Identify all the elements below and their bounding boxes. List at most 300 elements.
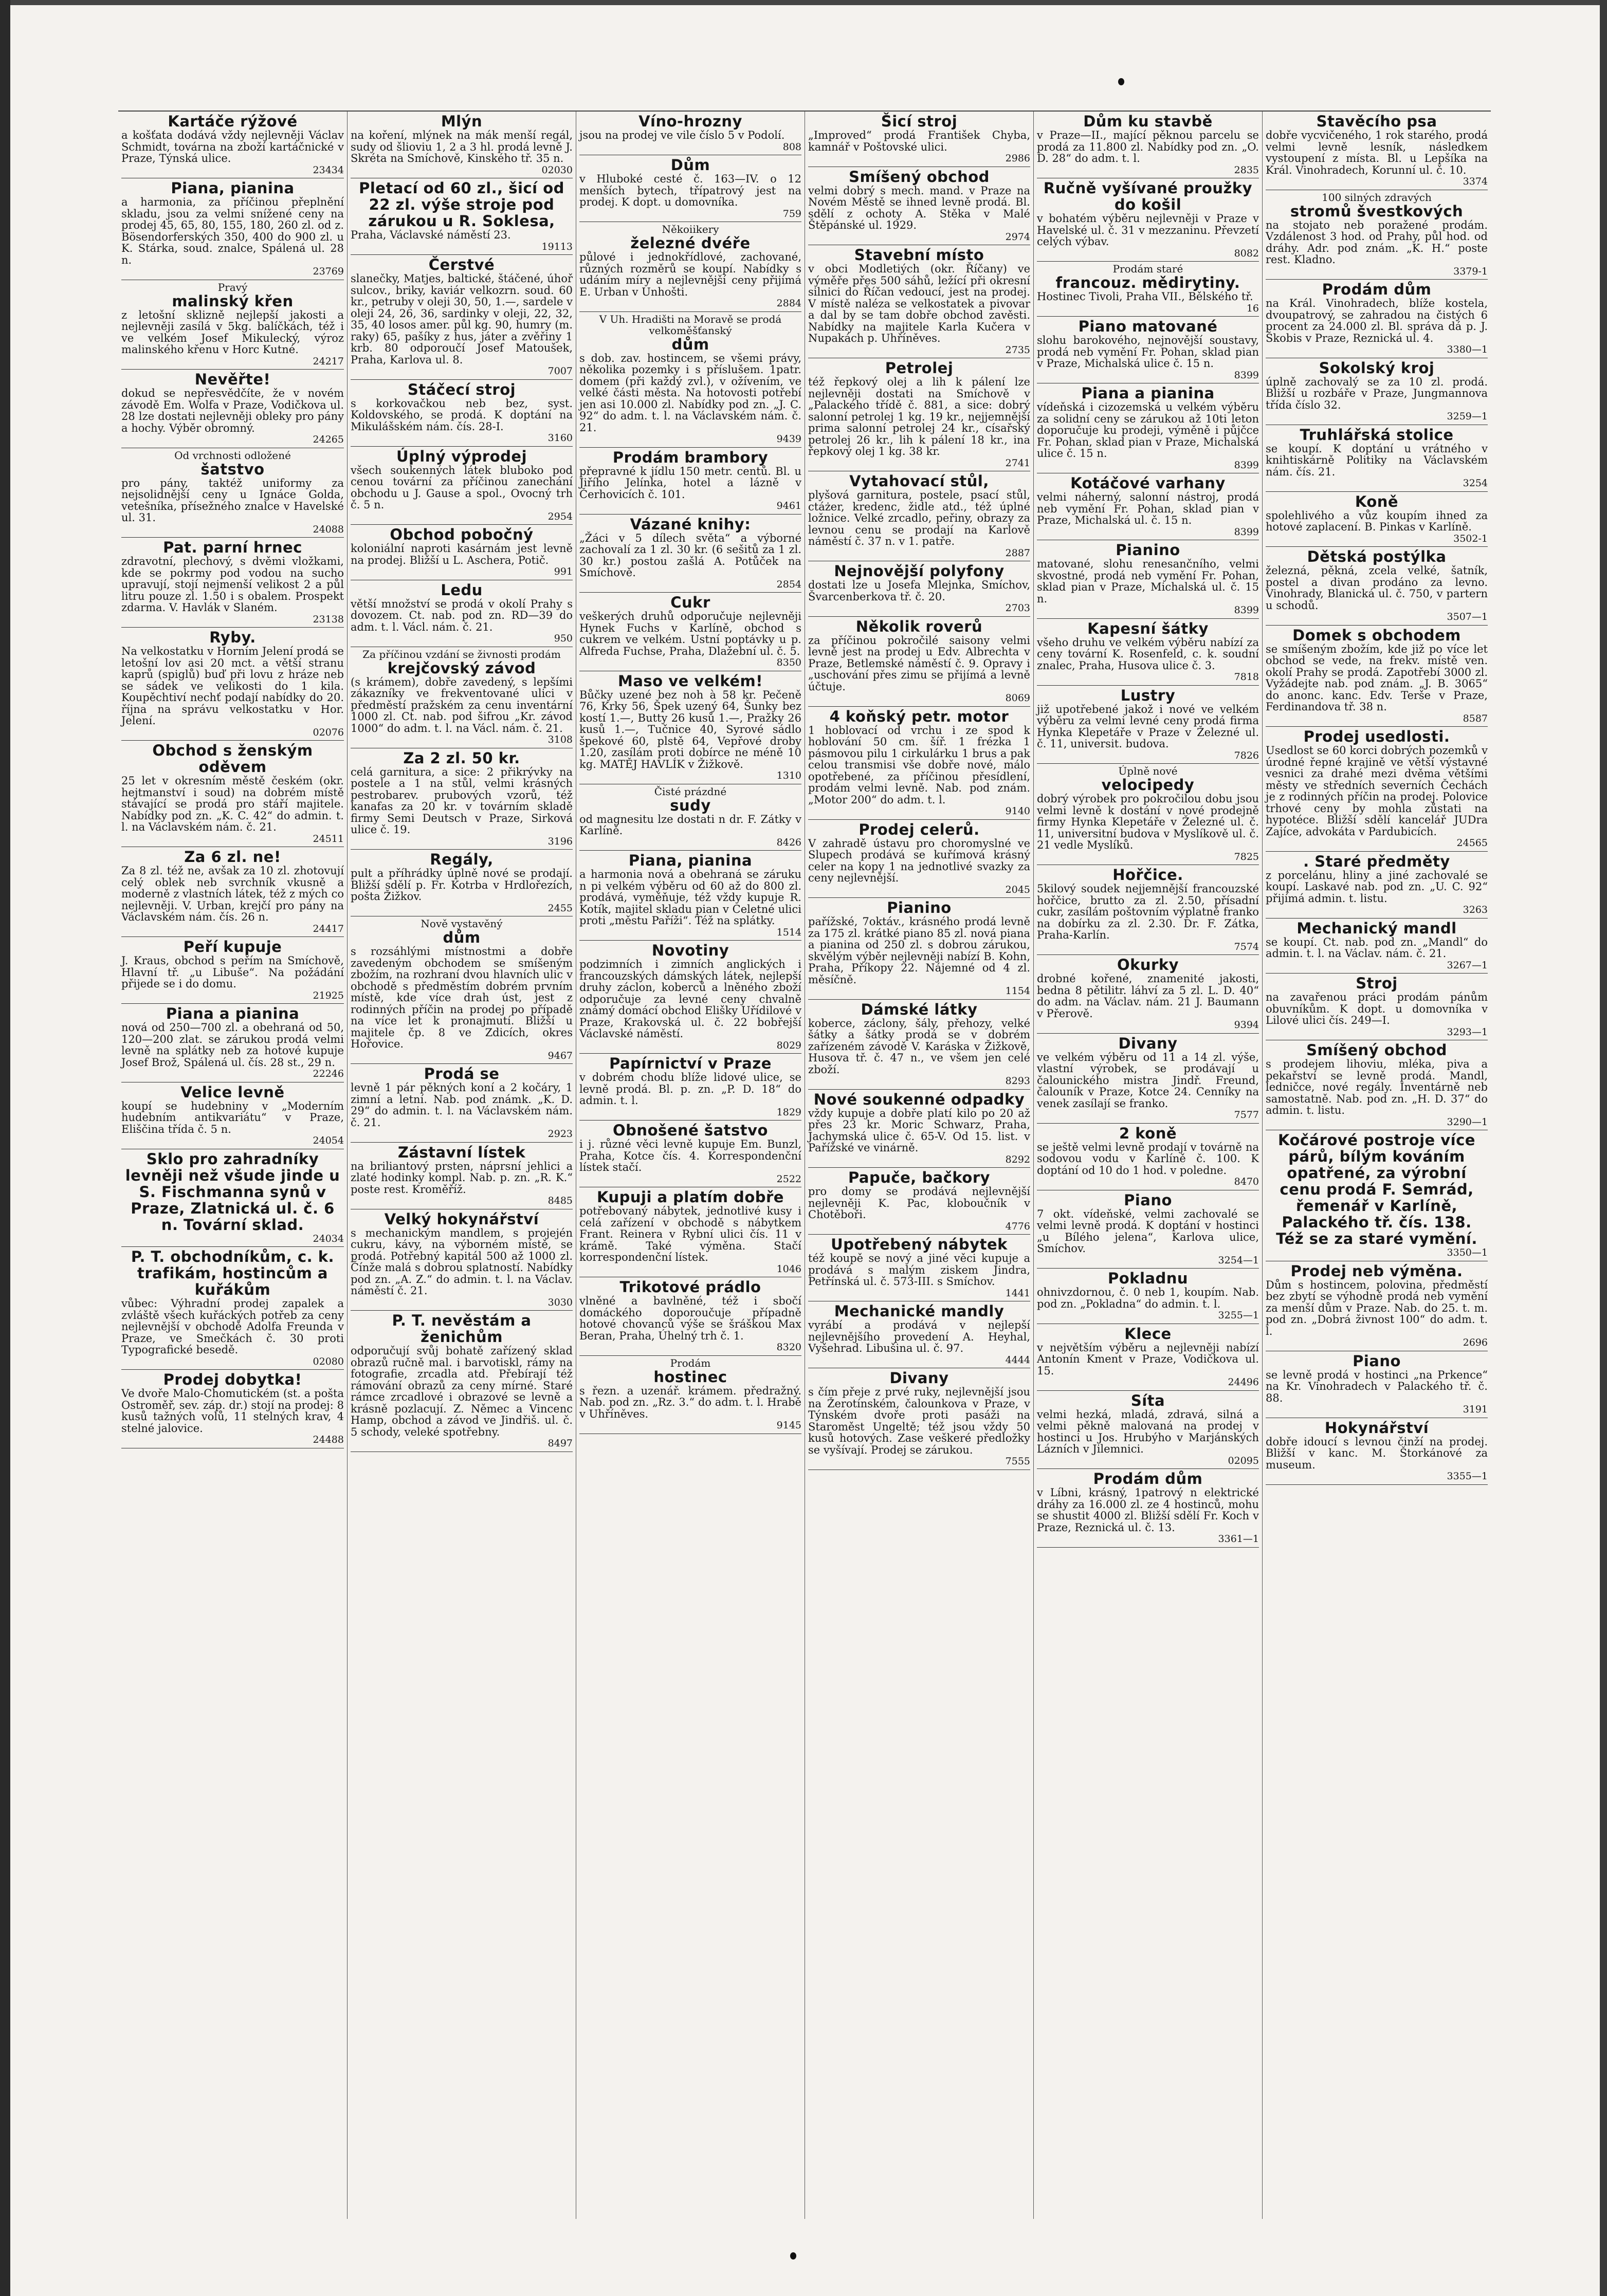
classified-ad bbox=[1266, 280, 1488, 358]
ad-headline: Kočárové postroje více párů, bílým kováním opatřené, za výrobní cenu prodá F. Semrád, řemenář v Karlíně, Palackého tř. čís. 138. Též se za staré vymění. bbox=[1276, 1131, 1477, 1247]
classified-ad bbox=[1266, 425, 1488, 492]
ad-headline: Síta bbox=[1130, 1391, 1165, 1409]
ad-headline: sudy bbox=[670, 796, 711, 814]
classified-ad bbox=[1037, 1469, 1259, 1548]
ad-headline: Piana a pianina bbox=[166, 1005, 300, 1022]
ad-reference-number: 4444 bbox=[1005, 1354, 1030, 1366]
ad-headline: Kupuji a platím dobře bbox=[597, 1188, 784, 1206]
ad-body: se levně prodá v hostinci „na Prkence“ na Kr. Vinohradech v Palackého tř. č. 88. bbox=[1266, 1368, 1488, 1404]
classified-ad bbox=[579, 112, 801, 155]
classified-ad bbox=[1266, 1418, 1488, 1485]
classified-ad bbox=[1266, 1261, 1488, 1351]
ad-body: jsou na prodej ve vile číslo 5 v Podolí. bbox=[579, 129, 785, 141]
ad-body: dobrý výrobek pro pokročilou dobu jsou velmi levně k dostání v nové prodejně firmy Hynka Klepetáře v Železné ul. č. 11, universitní budova v Myslíkově ul. č. 21 vedle Myslíků. bbox=[1037, 793, 1259, 851]
ad-body: Za 8 zl. též ne, avšak za 10 zl. zhotovují celý oblek neb svrchník vkusně a moderně z vlastních látek, též z mých co nejlevněji. V. Urban, krejčí pro pány na Václavském nám. čís. 26 n. bbox=[121, 865, 344, 923]
classified-ad bbox=[121, 1370, 344, 1448]
ad-headline: krejčovský závod bbox=[387, 659, 536, 677]
ad-reference-number: 9394 bbox=[1234, 1019, 1259, 1031]
ad-reference-number: 9461 bbox=[776, 500, 801, 511]
classified-ad bbox=[579, 515, 801, 593]
ad-body: dobře vycvičeného, 1 rok starého, prodá velmi levně lesník, následkem vystoupení z místa. Bl. u Lepšíka na Král. Vinohradech, Korunní ul. č. 10. bbox=[1266, 129, 1488, 176]
classified-ad bbox=[121, 847, 344, 937]
ad-reference-number: 2455 bbox=[547, 902, 573, 914]
ad-reference-number: 02080 bbox=[313, 1355, 344, 1367]
ad-headline: Obnošené šatstvo bbox=[613, 1122, 768, 1139]
ad-reference-number: 8320 bbox=[776, 1342, 801, 1353]
ad-headline: Stavěcího psa bbox=[1316, 113, 1437, 130]
ad-headline: velocipedy bbox=[1101, 776, 1195, 794]
ad-body: ve velkém výběru od 11 a 14 zl. výše, vlastní výrobek, se prodávají u čalounického mistra Jindř. Freund, čalouník v Praze, Kotce 24. Cenníky na venek zasílají se franko. bbox=[1037, 1051, 1259, 1110]
ad-headline: Regály, bbox=[430, 851, 494, 868]
ad-body: koloniální naproti kasárnám jest levně na prodej. Bližší u L. Aschera, Potič. bbox=[351, 542, 573, 566]
ad-reference-number: 2884 bbox=[776, 298, 801, 309]
classified-ad bbox=[1266, 1130, 1488, 1261]
ad-headline: Upotřebený nábytek bbox=[831, 1236, 1008, 1253]
classified-ad bbox=[1037, 178, 1259, 262]
classified-ad bbox=[579, 448, 801, 515]
ink-speck bbox=[790, 2252, 796, 2260]
classified-ad bbox=[1266, 973, 1488, 1040]
classified-ad bbox=[808, 358, 1030, 471]
classified-ad bbox=[808, 1168, 1030, 1235]
ad-body: velmi náherný, salonní nástroj, prodá neb vymění Fr. Pohan, sklad pian v Praze, Michalská ul. č. 15 n. bbox=[1037, 491, 1259, 526]
ad-body: veškerých druhů odporučuje nejlevněji Hynek Fuchs v Karlíně, obchod s cukrem ve velkém. Ustní poptávky u p. Alfreda Fuchse, Praha, Dlažební ul. č. 5. bbox=[579, 610, 801, 657]
ad-headline: Za 6 zl. ne! bbox=[184, 848, 281, 866]
ad-body: dobře idoucí s levnou činží na prodej. Bližší v kanc. M. Štorkánové za museum. bbox=[1266, 1435, 1488, 1471]
ad-reference-number: 8426 bbox=[776, 836, 801, 848]
ad-body: pařížské, 7oktáv., krásného prodá levně za 175 zl. krátké piano 85 zl. nová piana a pianina od 250 zl. s dobrou zárukou, skvělým výběr nejlevněji nabízí B. Kohn, Praha, Příkopy 22. Nájemné od 4 zl. měsíčně. bbox=[808, 915, 1030, 986]
ad-body: nová od 250—700 zl. a obehraná od 50, 120—200 zlat. se zárukou prodá velmi levně na splátky neb za hotové kupuje Josef Brož, Spálená ul. čís. 28 st., 29 n. bbox=[121, 1021, 344, 1069]
ad-headline: Trikotové prádlo bbox=[619, 1278, 761, 1296]
ad-headline: Prodej neb výměna. bbox=[1290, 1262, 1463, 1280]
ad-headline: Stáčecí stroj bbox=[407, 380, 516, 398]
ad-headline: Nejnovější polyfony bbox=[834, 562, 1005, 580]
ad-body: a košťata dodává vždy nejlevněji Václav Schmidt, továrna na zboží kartáčnické v Praze, Týnská ulice. bbox=[121, 129, 344, 164]
ad-headline: Piana a pianina bbox=[1081, 384, 1215, 402]
ad-reference-number: 8587 bbox=[1463, 712, 1488, 724]
ad-reference-number: 4776 bbox=[1005, 1220, 1030, 1232]
ad-pretitle: 100 silných zdravých bbox=[1322, 191, 1432, 204]
classified-ad bbox=[579, 851, 801, 941]
ad-pretitle: Za příčinou vzdání se živnosti prodám bbox=[362, 648, 561, 660]
classified-ad bbox=[121, 178, 344, 280]
ad-headline: Novotiny bbox=[651, 942, 729, 959]
ad-headline: Piano bbox=[1124, 1191, 1172, 1209]
classified-ad bbox=[1037, 1391, 1259, 1470]
ad-reference-number: 16 bbox=[1246, 302, 1259, 314]
classified-ad bbox=[808, 1235, 1030, 1301]
classified-ad bbox=[121, 1004, 344, 1082]
classified-ad bbox=[579, 941, 801, 1054]
classified-ad bbox=[121, 112, 344, 178]
ad-reference-number: 24417 bbox=[313, 923, 344, 934]
ad-headline: Papírnictví v Praze bbox=[609, 1055, 772, 1072]
ad-reference-number: 1310 bbox=[776, 770, 801, 781]
ad-headline: Za 2 zl. 50 kr. bbox=[403, 749, 520, 767]
ad-body: v bohatém výběru nejlevněji v Praze v Havelské ul. č. 31 v mezzaninu. Převzetí celých výbav. bbox=[1037, 212, 1259, 248]
ad-headline: 4 koňský petr. motor bbox=[829, 707, 1009, 725]
ad-pretitle: Nově vystavěný bbox=[421, 917, 503, 930]
ad-body: s rozsáhlými místnostmi a dobře zavedeným obchodem se smíšeným zbožím, na rozhraní dvou hlavních ulic v obchodě s předměstím dobrém prvním místě, kde více drah úst, jest z rodinných příčin na prodej po případě na více let k pronajmutí. Bližší u majitele čp. 8 ve Zdicích, okres Hořovice. bbox=[351, 945, 573, 1050]
ad-body: drobné kořené, znamenité jakosti, bedna 8 pětilitr. láhví za 5 zl. L. D. 40“ do adm. na Václav. nám. 21 J. Baumann v Přerově. bbox=[1037, 972, 1259, 1020]
classified-ad bbox=[1266, 112, 1488, 190]
ad-headline: Smíšený obchod bbox=[1306, 1041, 1447, 1059]
ad-headline: Pat. parní hrnec bbox=[163, 539, 302, 556]
ad-body: celá garnitura, a sice: 2 přikrývky na postele a 1 na stůl, velmi krásných pestrobarev. prubových vzorů, též kanafas za 20 kr. v továrním skladě firmy Semi Deutsch v Praze, Sirková ulice č. 19. bbox=[351, 765, 573, 836]
ad-reference-number: 2045 bbox=[1005, 884, 1030, 895]
ad-reference-number: 3108 bbox=[547, 734, 573, 745]
ad-reference-number: 3191 bbox=[1463, 1404, 1488, 1415]
ad-body: dokud se nepřesvědčíte, že v novém závodě Em. Wolfa v Praze, Vodičkova ul. 28 lze dostati nejlevněji obleky pro pány a hochy. Výběr obromný. bbox=[121, 387, 344, 434]
ad-body: vůbec: Výhradní prodej zapalek a zvláště všech kuřáckých potřeb za ceny nejlevnější v obchodě Adolfa Freunda v Praze, ve Smečkách č. 30 proti Typografické besedě. bbox=[121, 1297, 344, 1356]
classified-ad bbox=[579, 222, 801, 312]
ad-body: dostati lze u Josefa Mlejnka, Smíchov, Švarcenberkova tř. č. 20. bbox=[808, 579, 1030, 603]
ad-pretitle: Čisté prázdné bbox=[654, 785, 727, 798]
classified-ad bbox=[351, 255, 573, 380]
ad-reference-number: 2854 bbox=[776, 578, 801, 590]
ad-body: odporučují svůj bohatě zařízený sklad obrazů ručně mal. i barvotiskl, rámy na fotografie, zrcadla atd. Přebírají též rámování obrazů za ceny mírné. Staré rámce zrcadlové i obrazové se levně a krásně pozlacují. Z. Němec a Vincenc Hamp, obchod a závod ve Jindřiš. ul. č. 5 schody, veleké spotřebny. bbox=[351, 1345, 573, 1438]
ad-reference-number: 1441 bbox=[1005, 1287, 1030, 1299]
ad-reference-number: 7574 bbox=[1234, 941, 1259, 952]
ad-headline: Pokladnu bbox=[1107, 1270, 1189, 1287]
ad-reference-number: 991 bbox=[554, 566, 573, 577]
ad-reference-number: 24265 bbox=[313, 434, 344, 445]
ad-reference-number: 3255—1 bbox=[1218, 1310, 1259, 1321]
ad-headline: Petrolej bbox=[885, 359, 954, 377]
ad-reference-number: 24496 bbox=[1228, 1376, 1259, 1388]
ad-headline: Zástavní lístek bbox=[397, 1143, 526, 1161]
ad-column bbox=[1262, 112, 1491, 2219]
classified-ad bbox=[1037, 383, 1259, 473]
ad-reference-number: 2696 bbox=[1463, 1337, 1488, 1348]
scan-top-edge bbox=[0, 0, 1607, 5]
ad-reference-number: 24054 bbox=[313, 1135, 344, 1146]
classified-ad bbox=[579, 1356, 801, 1434]
ad-headline: Velice levně bbox=[180, 1083, 285, 1101]
ad-reference-number: 3293—1 bbox=[1447, 1026, 1488, 1038]
ad-headline: Okurky bbox=[1117, 956, 1179, 973]
classified-ad bbox=[808, 245, 1030, 358]
ad-headline: P. T. obchodníkům, c. k. trafikám, hostincům a kuřákům bbox=[131, 1248, 335, 1298]
ad-headline: Úplný výprodej bbox=[396, 447, 527, 465]
ad-reference-number: 9439 bbox=[776, 433, 801, 445]
ad-reference-number: 1514 bbox=[776, 926, 801, 938]
ad-reference-number: 2741 bbox=[1005, 457, 1030, 469]
ad-headline: Pianino bbox=[1116, 541, 1180, 559]
ink-speck bbox=[1118, 78, 1124, 85]
classified-ad bbox=[579, 1277, 801, 1356]
ad-headline: Dům bbox=[670, 156, 710, 174]
ad-headline: Šicí stroj bbox=[881, 113, 958, 130]
ad-body: pro pány, taktéž uniformy za nejsolidnější ceny u Ignáce Golda, vetešníka, přísežného znalce v Havelské ul. 31. bbox=[121, 476, 344, 524]
ad-body: v obci Modletiých (okr. Říčany) ve výměře přes 500 sáhů, ležící při okresní silnici do Říčan vedoucí, jest na prodej. V místě naléza se velkostatek a pivovar a dal by se tam dobře obchod zavěsti. Nabídky na majitele Karla Kučera v Nupakách p. Uhříněves. bbox=[808, 263, 1030, 344]
ad-reference-number: 2835 bbox=[1234, 164, 1259, 176]
ad-headline: Divany bbox=[1118, 1034, 1178, 1052]
ad-body: v dobrém chodu blíže lidové ulice, se levně prodá. Bl. p. zn. „P. D. 18“ do admin. t. l. bbox=[579, 1071, 801, 1107]
ad-headline: Dětská postýlka bbox=[1307, 548, 1447, 565]
ad-reference-number: 8399 bbox=[1234, 526, 1259, 538]
ad-headline: Prodej celerů. bbox=[859, 820, 980, 838]
ad-reference-number: 2954 bbox=[547, 510, 573, 522]
ad-reference-number: 24088 bbox=[313, 523, 344, 535]
ad-reference-number: 8350 bbox=[776, 657, 801, 668]
ad-reference-number: 3160 bbox=[547, 432, 573, 444]
ad-reference-number: 8029 bbox=[776, 1039, 801, 1051]
ad-headline: Mechanický mandl bbox=[1296, 919, 1457, 937]
ad-reference-number: 1154 bbox=[1005, 985, 1030, 997]
ad-headline: Prodá se bbox=[424, 1065, 500, 1082]
ad-body: s čím přeje z prvé ruky, nejlevnější jsou na Žerotínském, čalounkova v Praze, v Týnském dvoře proti pasáži na Staroměst Ungeltě; též jsou vždy 50 kusů hotových. Zase veškeré předložky se vyšívají. Prodej se zárukou. bbox=[808, 1386, 1030, 1456]
ad-reference-number: 8497 bbox=[547, 1438, 573, 1449]
classified-ad bbox=[1037, 764, 1259, 865]
ad-reference-number: 8485 bbox=[547, 1195, 573, 1206]
ad-headline: Peří kupuje bbox=[183, 938, 282, 956]
ad-body: 5kilový soudek nejjemnější francouzské hořčice, brutto za zl. 2.50, přísadní cukr, zasílám poštovním výplatně franko na dobírku za zl. 2.30. Dr. F. Zátka, Praha-Karlín. bbox=[1037, 883, 1259, 941]
ad-reference-number: 7577 bbox=[1234, 1109, 1259, 1121]
ad-reference-number: 8293 bbox=[1005, 1075, 1030, 1087]
ad-body: 7 okt. vídeňské, velmi zachovalé se velmi levně prodá. K doptání v hostinci „u Bílého jelena“, Karlova ulice, Smíchov. bbox=[1037, 1207, 1259, 1255]
ad-headline: Čerstvé bbox=[428, 256, 495, 273]
ad-body: plyšová garnitura, postele, psací stůl, ctáżer, kredenc, židle atd., též úplné ložnice. Velké zrcadlo, peřiny, obrazy za levnou cenu se prodají na Karlově náměstí č. 37 n. v 1. patře. bbox=[808, 489, 1030, 547]
classified-ad bbox=[808, 1368, 1030, 1470]
classified-ad bbox=[351, 1143, 573, 1209]
ad-headline: Sklo pro zahradníky levněji než všude jinde u S. Fischmanna synů v Praze, Zlatnická ul. č. 6 n. Tovární sklad. bbox=[125, 1150, 340, 1234]
classified-ad bbox=[121, 1149, 344, 1247]
ad-reference-number: 3350—1 bbox=[1447, 1247, 1488, 1258]
classified-ad bbox=[579, 312, 801, 448]
ad-reference-number: 1046 bbox=[776, 1263, 801, 1275]
classified-ad bbox=[808, 112, 1030, 167]
ad-headline: Velký hokynářství bbox=[384, 1210, 539, 1228]
classified-ad bbox=[808, 617, 1030, 707]
classified-ad bbox=[121, 448, 344, 538]
ad-reference-number: 8399 bbox=[1234, 459, 1259, 471]
ad-headline: šatstvo bbox=[200, 460, 265, 478]
classified-ad bbox=[579, 155, 801, 222]
ad-headline: francouz. mědirytiny. bbox=[1055, 274, 1240, 291]
classified-ad bbox=[121, 280, 344, 370]
ad-reference-number: 3355—1 bbox=[1447, 1471, 1488, 1482]
ad-body: v Praze—II., mající pěknou parcelu se prodá za 11.800 zl. Nabídky pod zn. „O. D. 28“ do adm. t. l. bbox=[1037, 129, 1259, 164]
ad-body: J. Kraus, obchod s peřím na Smíchově, Hlavní tř. „u Libuše“. Na požádání přijede se i do domu. bbox=[121, 954, 344, 990]
ad-reference-number: 808 bbox=[782, 141, 801, 153]
ad-body: podzimních i zimních anglických i francouzských dámských látek, nejlepší druhy záclon, koberců a lněného zboží odporučuje za levné ceny chvalně známý domácí obchod Elišky Uřídilové v Praze, Krakovská ul. č. 22 bobřejší Václavské náměstí. bbox=[579, 958, 801, 1040]
ad-pretitle: Někoiikery bbox=[662, 223, 719, 235]
ad-body: levně 1 pár pěkných koní a 2 kočáry, 1 zimní a letní. Nab. pod známk. „K. D. 29“ do admin. t. l. na Václavském nám. č. 21. bbox=[351, 1081, 573, 1129]
ad-body: též řepkový olej a lih k pálení lze nejlevněji dostati na Smíchově v „Palackého třídě č. 881, a sice: dobrý salonní petrolej 1 kg. 19 kr., nejjemnější prima salonní petrolej 24 kr., císařský petrolej 26 kr., lih k pálení 18 kr., ina řepkový olej 1 kg. 38 kr. bbox=[808, 376, 1030, 457]
ad-reference-number: 24217 bbox=[313, 355, 344, 367]
classified-ad bbox=[808, 1000, 1030, 1090]
ad-body: „Žáci v 5 dílech světa“ a výborné zachovalí za 1 zl. 30 kr. (6 sešitů za 1 zl. 30 kr.) postou zašlá A. Potůček na Smíchově. bbox=[579, 531, 801, 579]
ad-headline: Lustry bbox=[1120, 686, 1176, 704]
ad-body: pro domy se prodává nejlevnější nejlevněji K. Pac, kloboučník v Chotěboři. bbox=[808, 1185, 1030, 1221]
ad-body: matované, slohu renesančního, velmi skvostné, prodá neb vymění Fr. Pohan, sklad pian v Praze, Michalská ul. č. 15 n. bbox=[1037, 558, 1259, 605]
classified-ad bbox=[351, 1064, 573, 1143]
ad-headline: Ryby. bbox=[209, 629, 256, 646]
classified-ad bbox=[1266, 547, 1488, 626]
ad-reference-number: 1829 bbox=[776, 1106, 801, 1118]
ad-body: V zahradě ústavu pro choromyslné ve Slupech prodává se kuřímová krásný celer na kopy 1 na jednotlivé svazky za ceny nejlevnější. bbox=[808, 837, 1030, 884]
ad-headline: Ledu bbox=[441, 581, 483, 599]
ad-reference-number: 8069 bbox=[1005, 692, 1030, 704]
ad-pretitle: Pravý bbox=[217, 281, 248, 293]
ad-headline: Kartáče rýžové bbox=[168, 113, 298, 130]
classified-ad bbox=[121, 538, 344, 628]
ad-body: půlové i jednokřídlové, zachované, různých rozměrů se koupí. Nabídky s udáním míry a nejlevnější ceny přijímá E. Urban v Unhošti. bbox=[579, 251, 801, 298]
ad-reference-number: 02076 bbox=[313, 726, 344, 738]
ad-headline: Prodám brambory bbox=[612, 448, 769, 466]
ad-body: 25 let v okresním městě českém (okr. hejtmanství i soud) na dobrém místě stávající se prodá pro stáří majitele. Nabídky pod zn. „K. C. 42“ do admin. t. l. na Václavském nám. č. 21. bbox=[121, 775, 344, 833]
classified-ad bbox=[1037, 1269, 1259, 1324]
ad-column bbox=[347, 112, 576, 2219]
ad-reference-number: 3259—1 bbox=[1447, 411, 1488, 422]
ad-headline: P. T. nevěstám a ženichům bbox=[392, 1312, 532, 1346]
classified-ad bbox=[808, 1301, 1030, 1368]
ad-headline: Domek s obchodem bbox=[1292, 626, 1461, 644]
classified-ad bbox=[579, 671, 801, 784]
ad-body: vždy kupuje a dobře platí kilo po 20 až přes 23 kr. Moric Schwarz, Praha, Jachymská ulice č. 65-V. Od 15. list. v Pařížské ve vinárně. bbox=[808, 1107, 1030, 1154]
classified-ad bbox=[1266, 727, 1488, 852]
ad-reference-number: 8399 bbox=[1234, 369, 1259, 381]
scan-right-edge bbox=[1600, 0, 1607, 2296]
ad-reference-number: 19113 bbox=[541, 241, 573, 252]
ad-reference-number: 3374 bbox=[1463, 176, 1488, 187]
ad-reference-number: 2703 bbox=[1005, 602, 1030, 614]
ad-headline: Ručně vyšívané proužky do košil bbox=[1043, 179, 1253, 213]
classified-ad bbox=[1037, 1124, 1259, 1190]
ad-body: s dob. zav. hostincem, se všemi právy, několika pozemky i s příslušem. 1patr. domem (při každý zvl.), v ožívením, ve velké části města. Na hotovosti potřebí jen asi 10.000 zl. Nabídky pod zn. „J. C. 92“ do adm. t. l. na Václavském nám. č. 21. bbox=[579, 352, 801, 434]
ad-body: Hostinec Tivoli, Praha VII., Bělského tř. bbox=[1037, 290, 1253, 303]
ad-reference-number: 3254—1 bbox=[1218, 1254, 1259, 1266]
ad-headline: Sokolský kroj bbox=[1319, 359, 1435, 377]
ad-body: Dům s hostincem, polovina, předměstí bez zbytí se výhodně prodá neb vymění za menší dům v Praze. Nab. do 25. t. m. pod zn. „Dobrá živnost 100“ do adm. t. l. bbox=[1266, 1278, 1488, 1337]
classified-ad bbox=[121, 628, 344, 741]
ad-headline: Prodám dům bbox=[1322, 281, 1432, 298]
classified-ad bbox=[351, 447, 573, 525]
classified-ad bbox=[121, 1082, 344, 1149]
ad-headline: Klece bbox=[1124, 1325, 1172, 1343]
ad-body: Usedlost se 60 korci dobrých pozemků v úrodné řepné krajině ve větší výstavné vesnici za drahé mezi dvěma většími městy ve středních severních Čechách je z rodinných příčin na prodej. Polovice trhové ceny by mohla zůstati na hypotéce. Bližší sdělí kancelář JUDra Zajíce, advokáta v Pardubicích. bbox=[1266, 744, 1488, 838]
ad-body: potřebovaný nábytek, jednotlivé kusy i celá zařízení v obchodě s nábytkem Frant. Reinera v Rybní ulici čís. 11 v krámě. Také výměna. Stačí korrespondenční lístek. bbox=[579, 1205, 801, 1263]
ad-reference-number: 3030 bbox=[547, 1296, 573, 1308]
classified-ad bbox=[351, 525, 573, 580]
ad-body: Praha, Václavské náměstí 23. bbox=[351, 229, 511, 241]
classified-ad bbox=[1037, 1324, 1259, 1391]
ad-headline: 2 koně bbox=[1119, 1124, 1177, 1142]
classified-ad bbox=[351, 916, 573, 1064]
ad-headline: Mlýn bbox=[441, 113, 483, 130]
ad-reference-number: 23138 bbox=[313, 613, 344, 625]
ad-headline: Prodej usedlosti. bbox=[1303, 728, 1450, 745]
classified-ad bbox=[1266, 1351, 1488, 1418]
ad-reference-number: 24511 bbox=[313, 833, 344, 844]
ad-reference-number: 3267—1 bbox=[1447, 959, 1488, 971]
ad-reference-number: 8470 bbox=[1234, 1176, 1259, 1187]
ad-body: Bůčky uzené bez noh à 58 kr. Pečeně 76, Krky 56, Špek uzený 64, Šunky bez kostí 1.—, Butty 26 kusů 1.—, Pražky 26 kusů 1.—, Tučnice 40, Syrové sádlo špekové 60, plstě 64, Vepřové droby 1.20, zasílám proti dobírce ne méně 10 kg. MATĚJ HAVLÍK v Žižkově. bbox=[579, 688, 801, 770]
classified-ad bbox=[1037, 262, 1259, 317]
ad-headline: Truhlářská stolice bbox=[1300, 426, 1454, 444]
ad-body: na Král. Vinohradech, blíže kostela, dvoupatrový, se zahradou na čistých 6 procent za 24.000 zl. Bl. správa dá p. J. Škobis v Praze, Reznická ul. 4. bbox=[1266, 297, 1488, 344]
classified-ad bbox=[1037, 540, 1259, 619]
classified-ad bbox=[1266, 626, 1488, 727]
ad-headline: dům bbox=[443, 929, 481, 946]
ad-headline: Víno-hrozny bbox=[638, 113, 742, 130]
ad-headline: Obchod pobočný bbox=[390, 526, 534, 543]
ad-headline: Smíšený obchod bbox=[849, 168, 990, 186]
classified-ad bbox=[351, 1311, 573, 1452]
ad-pretitle: V Uh. Hradišti na Moravě se prodá velkoměšťanský bbox=[599, 313, 782, 337]
ad-headline: Piano matované bbox=[1078, 318, 1218, 335]
ad-body: s mechanickým mandlem, s projején cukru, kávy, na výborném místě, se prodá. Potřebný kapitál 500 až 1000 zl. Čínže malá s dobrou splatností. Nabídky pod zn. „A. Z.“ do admin. t. l. na Václav. náměstí č. 21. bbox=[351, 1226, 573, 1297]
ad-body: všech soukenných látek bluboko pod cenou tovární za příčinou zanechání obchodu u J. Gause a spol., Ovocný trh č. 5 n. bbox=[351, 464, 573, 511]
ad-headline: Koně bbox=[1355, 492, 1399, 510]
classified-ad bbox=[808, 707, 1030, 820]
classified-ad bbox=[351, 112, 573, 178]
ad-headline: Maso ve velkém! bbox=[617, 672, 763, 690]
ad-headline: Cukr bbox=[670, 594, 710, 611]
ad-headline: dům bbox=[671, 335, 709, 353]
ad-reference-number: 7826 bbox=[1234, 749, 1259, 761]
ad-body: s prodejem lihoviu, mléka, piva a pekařství se levně prodá. Mandl, ledničce, nové regály. Inventárně neb samostatně. Nab. pod zn. „H. D. 37“ do admin. t. listu. bbox=[1266, 1058, 1488, 1116]
classified-ad bbox=[351, 178, 573, 255]
ad-body: na zavařenou práci prodám pánům obuvníkům. K dopt. u domovníka v Lilové ulici čís. 249—I. bbox=[1266, 991, 1488, 1026]
ad-body: vlněné a bavlněné, též i sbočí domáckého doporoučuje případně hotové chovanců výše se šráškou Max Beran, Praha, Úhelný trh č. 1. bbox=[579, 1295, 801, 1342]
ad-body: zdravotní, plechový, s dvěmi vložkami, kde se pokrmy pod vodou na sucho upravují, stojí nejmenší velikost 2 a půl litru pouze zl. 1.50 i s obalem. Prospekt zdarma. V. Havlák v Slaném. bbox=[121, 555, 344, 614]
ad-reference-number: 3380—1 bbox=[1447, 344, 1488, 355]
ad-body: se ještě velmi levně prodají v továrně na sodovou vodu v Karlíně č. 100. K doptání od 10 do 1 hod. v poledne. bbox=[1037, 1141, 1259, 1177]
classified-ads-page bbox=[118, 111, 1491, 2219]
ad-body: a harmonia nová a obehraná se záruku n pi velkém výběru od 60 až do 800 zl. prodává, vyměňuje, též vždy kupuje R. Kotík, majitel skladu pian v Celetné ulici proti „městu Paříži“. Též na splátky. bbox=[579, 868, 801, 927]
ad-body: vídeňská i cizozemská u velkém výběru za solidní ceny se zárukou až 10ti leton doporučuje ku prodeji, výměně i půjčce Fr. Pohan, sklad pian v Praze, Michalská ulice č. 15 n. bbox=[1037, 401, 1259, 460]
ad-headline: Vázané knihy: bbox=[630, 515, 751, 533]
ad-pretitle: Prodám staré bbox=[1112, 263, 1183, 275]
ad-body: v Hluboké cesté č. 163—IV. o 12 menších bytech, třípatrový jest na prodej. K dopt. u domovníka. bbox=[579, 173, 801, 208]
ad-reference-number: 759 bbox=[782, 208, 801, 219]
ad-reference-number: 3361—1 bbox=[1218, 1533, 1259, 1545]
ad-body: na briliantový prsten, náprsní jehlici a zlaté hodinky kompl. Nab. p. zn. „R. K.“ poste rest. Kroměříž. bbox=[351, 1160, 573, 1196]
ad-reference-number: 3507—1 bbox=[1447, 611, 1488, 622]
classified-ad bbox=[808, 898, 1030, 1000]
ad-body: pult a příhrádky úplně nové se prodají. Bližší sdělí p. Fr. Kotrba v Hrdlořezích, pošta Žižkov. bbox=[351, 867, 573, 903]
ad-body: slohu barokového, nejnovější soustavy, prodá neb vymění Fr. Pohan, sklad pian v Praze, Michalská ulice č. 15 n. bbox=[1037, 334, 1259, 370]
ad-body: z letošní sklizně nejlepší jakosti a nejlevněji zasílá v 5kg. balíčkách, též i ve velkém Josef Mikulecký, výroz malinského křenu v Horc Kutné. bbox=[121, 308, 344, 356]
ad-pretitle: Prodám bbox=[670, 1356, 711, 1369]
ad-body: se koupí. K doptání u vrátného v knihtiskárně Politiky na Václavském nám. čís. 21. bbox=[1266, 442, 1488, 478]
classified-ad bbox=[1037, 1190, 1259, 1269]
ad-reference-number: 24565 bbox=[1456, 837, 1488, 849]
ad-reference-number: 2974 bbox=[1005, 231, 1030, 243]
classified-ad bbox=[808, 167, 1030, 246]
ad-reference-number: 2887 bbox=[1005, 547, 1030, 559]
ad-reference-number: 24034 bbox=[313, 1233, 344, 1244]
ad-body: v Líbni, krásný, 1patrový n elektrické dráhy za 16.000 zl. ze 4 hostinců, mohu se shustit 4000 zl. Bližší sdělí Fr. Koch v Praze, Reznická ul. č. 13. bbox=[1037, 1486, 1259, 1534]
ad-reference-number: 02095 bbox=[1228, 1455, 1259, 1466]
ad-body: ohnivzdornou, č. 0 neb 1, koupím. Nab. pod zn. „Pokladna“ do admin. t. l. bbox=[1037, 1286, 1259, 1310]
ad-headline: Vytahovací stůl, bbox=[849, 472, 989, 490]
classified-ad bbox=[1037, 473, 1259, 540]
ad-reference-number: 7007 bbox=[547, 365, 573, 377]
ad-headline: Piana, pianina bbox=[628, 852, 753, 869]
classified-ad bbox=[808, 471, 1030, 561]
ad-body: úplně zachovalý se za 10 zl. prodá. Bližší u rozbáře v Praze, Jungmannova třída číslo 32. bbox=[1266, 375, 1488, 411]
ad-reference-number: 23769 bbox=[313, 266, 344, 277]
ad-body: přepravné k jídlu 150 metr. centů. Bl. u Jiřího Jelínka, hotel a lázně v Čerhovicích č. 101. bbox=[579, 465, 801, 501]
classified-ad bbox=[1266, 919, 1488, 974]
ad-reference-number: 24488 bbox=[313, 1434, 344, 1445]
ad-headline: Papuče, bačkory bbox=[848, 1169, 991, 1186]
ad-body: Na velkostatku v Horním Jelení prodá se letošní lov asi 20 mct. a větší stranu kaprů (spiglů) buď při lovu z hráze neb se sádek ve velikosti do 1 kila. Koupěchtiví nechť podají nabídky do 20. října na správu velkostatku v Hor. Jelení. bbox=[121, 645, 344, 727]
ad-headline: Nevěřte! bbox=[194, 371, 271, 388]
